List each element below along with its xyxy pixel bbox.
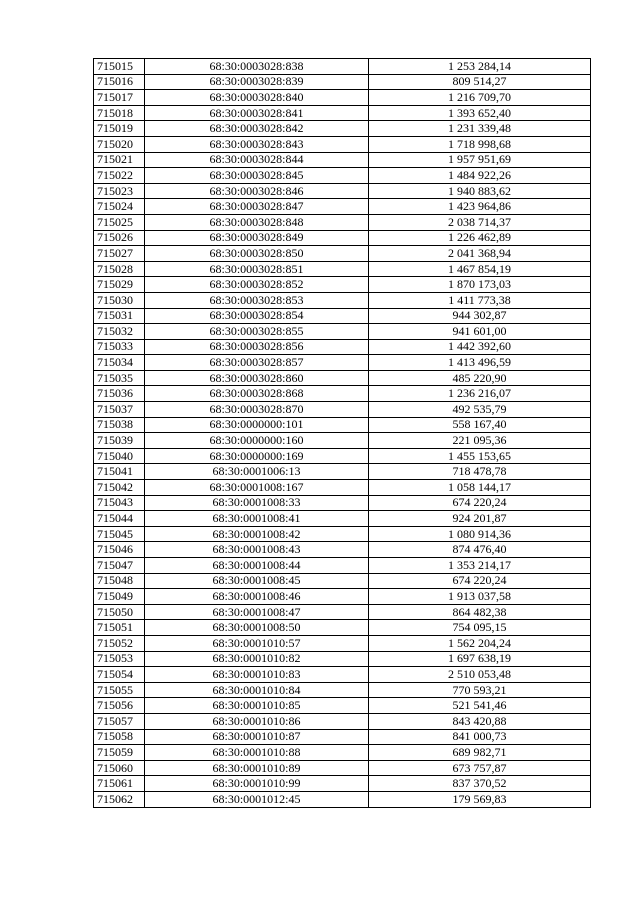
cadastral-value-cell: 485 220,90 [369,370,591,386]
table-row [94,667,591,683]
table-row [94,511,591,527]
cadastral-number-cell: 68:30:0003028:844 [145,152,369,168]
cadastral-number-cell: 68:30:0001008:46 [145,589,369,605]
table-row [94,261,591,277]
cadastral-number-cell: 68:30:0001006:13 [145,464,369,480]
row-number-cell: 715034 [94,355,145,371]
cadastral-value-cell: 841 000,73 [369,729,591,745]
cadastral-number-cell: 68:30:0001008:41 [145,511,369,527]
cadastral-number-cell: 68:30:0003028:857 [145,355,369,371]
cadastral-value-cell: 492 535,79 [369,402,591,418]
table-row [94,682,591,698]
row-number-cell: 715039 [94,433,145,449]
table-row [94,526,591,542]
table-row [94,214,591,230]
cadastral-number-cell: 68:30:0001010:88 [145,745,369,761]
table-row [94,698,591,714]
row-number-cell: 715019 [94,121,145,137]
row-number-cell: 715025 [94,214,145,230]
table-row [94,448,591,464]
row-number-cell: 715026 [94,230,145,246]
table-row [94,573,591,589]
row-number-cell: 715027 [94,246,145,262]
table-row [94,74,591,90]
cadastral-number-cell: 68:30:0003028:850 [145,246,369,262]
row-number-cell: 715020 [94,136,145,152]
row-number-cell: 715054 [94,667,145,683]
cadastral-value-cell: 1 411 773,38 [369,292,591,308]
cadastral-number-cell: 68:30:0003028:848 [145,214,369,230]
table-body [94,59,591,808]
table-row [94,121,591,137]
cadastral-value-cell: 1 870 173,03 [369,277,591,293]
row-number-cell: 715042 [94,480,145,496]
cadastral-number-cell: 68:30:0003028:841 [145,105,369,121]
cadastral-number-cell: 68:30:0003028:839 [145,74,369,90]
cadastral-value-cell: 1 393 652,40 [369,105,591,121]
cadastral-value-cell: 924 201,87 [369,511,591,527]
table-row [94,230,591,246]
cadastral-number-cell: 68:30:0003028:856 [145,339,369,355]
row-number-cell: 715021 [94,152,145,168]
cadastral-number-cell: 68:30:0001010:82 [145,651,369,667]
cadastral-value-cell: 1 413 496,59 [369,355,591,371]
table-row [94,542,591,558]
row-number-cell: 715055 [94,682,145,698]
cadastral-number-cell: 68:30:0003028:846 [145,183,369,199]
table-row [94,386,591,402]
cadastral-value-cell: 1 484 922,26 [369,168,591,184]
cadastral-number-cell: 68:30:0001010:85 [145,698,369,714]
cadastral-value-cell: 674 220,24 [369,573,591,589]
cadastral-number-cell: 68:30:0003028:870 [145,402,369,418]
cadastral-value-cell: 1 913 037,58 [369,589,591,605]
cadastral-number-cell: 68:30:0003028:852 [145,277,369,293]
row-number-cell: 715059 [94,745,145,761]
row-number-cell: 715028 [94,261,145,277]
cadastral-value-cell: 1 231 339,48 [369,121,591,137]
table-row [94,604,591,620]
table-row [94,324,591,340]
cadastral-number-cell: 68:30:0003028:854 [145,308,369,324]
cadastral-number-cell: 68:30:0003028:851 [145,261,369,277]
cadastral-number-cell: 68:30:0001010:87 [145,729,369,745]
cadastral-number-cell: 68:30:0000000:160 [145,433,369,449]
cadastral-value-cell: 674 220,24 [369,495,591,511]
table-row [94,620,591,636]
table-row [94,339,591,355]
cadastral-number-cell: 68:30:0003028:840 [145,90,369,106]
cadastral-value-cell: 1 697 638,19 [369,651,591,667]
table-row [94,589,591,605]
table-row [94,152,591,168]
row-number-cell: 715023 [94,183,145,199]
cadastral-number-cell: 68:30:0003028:849 [145,230,369,246]
cadastral-value-cell: 1 080 914,36 [369,526,591,542]
row-number-cell: 715032 [94,324,145,340]
table-row [94,729,591,745]
cadastral-value-cell: 2 038 714,37 [369,214,591,230]
cadastral-number-cell: 68:30:0000000:169 [145,448,369,464]
cadastral-number-cell: 68:30:0001008:42 [145,526,369,542]
table-row [94,168,591,184]
table-row [94,402,591,418]
cadastral-number-cell: 68:30:0001010:83 [145,667,369,683]
row-number-cell: 715051 [94,620,145,636]
cadastral-value-table [93,58,591,808]
row-number-cell: 715035 [94,370,145,386]
cadastral-value-cell: 1 718 998,68 [369,136,591,152]
row-number-cell: 715048 [94,573,145,589]
row-number-cell: 715060 [94,760,145,776]
cadastral-value-cell: 754 095,15 [369,620,591,636]
cadastral-number-cell: 68:30:0001010:57 [145,635,369,651]
table-row [94,635,591,651]
table-row [94,292,591,308]
cadastral-value-cell: 1 423 964,86 [369,199,591,215]
cadastral-value-cell: 221 095,36 [369,433,591,449]
row-number-cell: 715024 [94,199,145,215]
cadastral-value-cell: 941 601,00 [369,324,591,340]
table-row [94,355,591,371]
cadastral-value-cell: 673 757,87 [369,760,591,776]
cadastral-value-cell: 521 541,46 [369,698,591,714]
table-row [94,433,591,449]
cadastral-number-cell: 68:30:0003028:860 [145,370,369,386]
cadastral-number-cell: 68:30:0003028:868 [145,386,369,402]
cadastral-value-cell: 1 253 284,14 [369,59,591,75]
row-number-cell: 715052 [94,635,145,651]
row-number-cell: 715050 [94,604,145,620]
row-number-cell: 715056 [94,698,145,714]
table-row [94,105,591,121]
cadastral-value-cell: 1 957 951,69 [369,152,591,168]
row-number-cell: 715044 [94,511,145,527]
cadastral-number-cell: 68:30:0001008:47 [145,604,369,620]
cadastral-value-cell: 558 167,40 [369,417,591,433]
row-number-cell: 715029 [94,277,145,293]
cadastral-number-cell: 68:30:0001008:44 [145,558,369,574]
table-row [94,370,591,386]
cadastral-value-cell: 179 569,83 [369,791,591,807]
table-row [94,199,591,215]
row-number-cell: 715049 [94,589,145,605]
cadastral-value-cell: 864 482,38 [369,604,591,620]
table-row [94,464,591,480]
row-number-cell: 715036 [94,386,145,402]
row-number-cell: 715043 [94,495,145,511]
table-row [94,246,591,262]
cadastral-value-cell: 843 420,88 [369,713,591,729]
row-number-cell: 715041 [94,464,145,480]
table-row [94,183,591,199]
table-row [94,558,591,574]
cadastral-number-cell: 68:30:0000000:101 [145,417,369,433]
cadastral-number-cell: 68:30:0001010:86 [145,713,369,729]
cadastral-value-cell: 1 353 214,17 [369,558,591,574]
cadastral-number-cell: 68:30:0003028:843 [145,136,369,152]
cadastral-number-cell: 68:30:0001010:99 [145,776,369,792]
table-row [94,791,591,807]
cadastral-number-cell: 68:30:0001008:167 [145,480,369,496]
table-row [94,495,591,511]
cadastral-value-cell: 944 302,87 [369,308,591,324]
row-number-cell: 715015 [94,59,145,75]
cadastral-number-cell: 68:30:0003028:845 [145,168,369,184]
table-row [94,417,591,433]
cadastral-value-cell: 2 510 053,48 [369,667,591,683]
row-number-cell: 715040 [94,448,145,464]
table-row [94,760,591,776]
row-number-cell: 715016 [94,74,145,90]
cadastral-value-cell: 2 041 368,94 [369,246,591,262]
cadastral-value-cell: 1 455 153,65 [369,448,591,464]
row-number-cell: 715058 [94,729,145,745]
cadastral-value-cell: 1 058 144,17 [369,480,591,496]
cadastral-value-cell: 1 216 709,70 [369,90,591,106]
row-number-cell: 715046 [94,542,145,558]
cadastral-value-cell: 770 593,21 [369,682,591,698]
cadastral-value-cell: 689 982,71 [369,745,591,761]
cadastral-number-cell: 68:30:0003028:847 [145,199,369,215]
cadastral-value-cell: 1 562 204,24 [369,635,591,651]
cadastral-number-cell: 68:30:0001010:84 [145,682,369,698]
row-number-cell: 715047 [94,558,145,574]
row-number-cell: 715018 [94,105,145,121]
row-number-cell: 715031 [94,308,145,324]
row-number-cell: 715053 [94,651,145,667]
row-number-cell: 715022 [94,168,145,184]
cadastral-number-cell: 68:30:0003028:842 [145,121,369,137]
cadastral-value-cell: 837 370,52 [369,776,591,792]
cadastral-number-cell: 68:30:0001012:45 [145,791,369,807]
row-number-cell: 715017 [94,90,145,106]
table-row [94,59,591,75]
cadastral-value-cell: 1 940 883,62 [369,183,591,199]
row-number-cell: 715061 [94,776,145,792]
cadastral-value-cell: 718 478,78 [369,464,591,480]
row-number-cell: 715062 [94,791,145,807]
table-row [94,745,591,761]
cadastral-value-cell: 1 442 392,60 [369,339,591,355]
cadastral-number-cell: 68:30:0003028:853 [145,292,369,308]
row-number-cell: 715033 [94,339,145,355]
cadastral-number-cell: 68:30:0001008:43 [145,542,369,558]
row-number-cell: 715038 [94,417,145,433]
row-number-cell: 715037 [94,402,145,418]
table-row [94,776,591,792]
row-number-cell: 715045 [94,526,145,542]
table-row [94,651,591,667]
table-row [94,136,591,152]
cadastral-number-cell: 68:30:0001008:50 [145,620,369,636]
cadastral-value-cell: 809 514,27 [369,74,591,90]
row-number-cell: 715030 [94,292,145,308]
table-row [94,308,591,324]
cadastral-number-cell: 68:30:0003028:838 [145,59,369,75]
cadastral-number-cell: 68:30:0001008:45 [145,573,369,589]
table-row [94,713,591,729]
cadastral-value-cell: 874 476,40 [369,542,591,558]
cadastral-value-cell: 1 226 462,89 [369,230,591,246]
cadastral-value-cell: 1 236 216,07 [369,386,591,402]
table-row [94,90,591,106]
cadastral-number-cell: 68:30:0001008:33 [145,495,369,511]
cadastral-number-cell: 68:30:0003028:855 [145,324,369,340]
table-row [94,480,591,496]
row-number-cell: 715057 [94,713,145,729]
table-row [94,277,591,293]
cadastral-number-cell: 68:30:0001010:89 [145,760,369,776]
cadastral-value-cell: 1 467 854,19 [369,261,591,277]
